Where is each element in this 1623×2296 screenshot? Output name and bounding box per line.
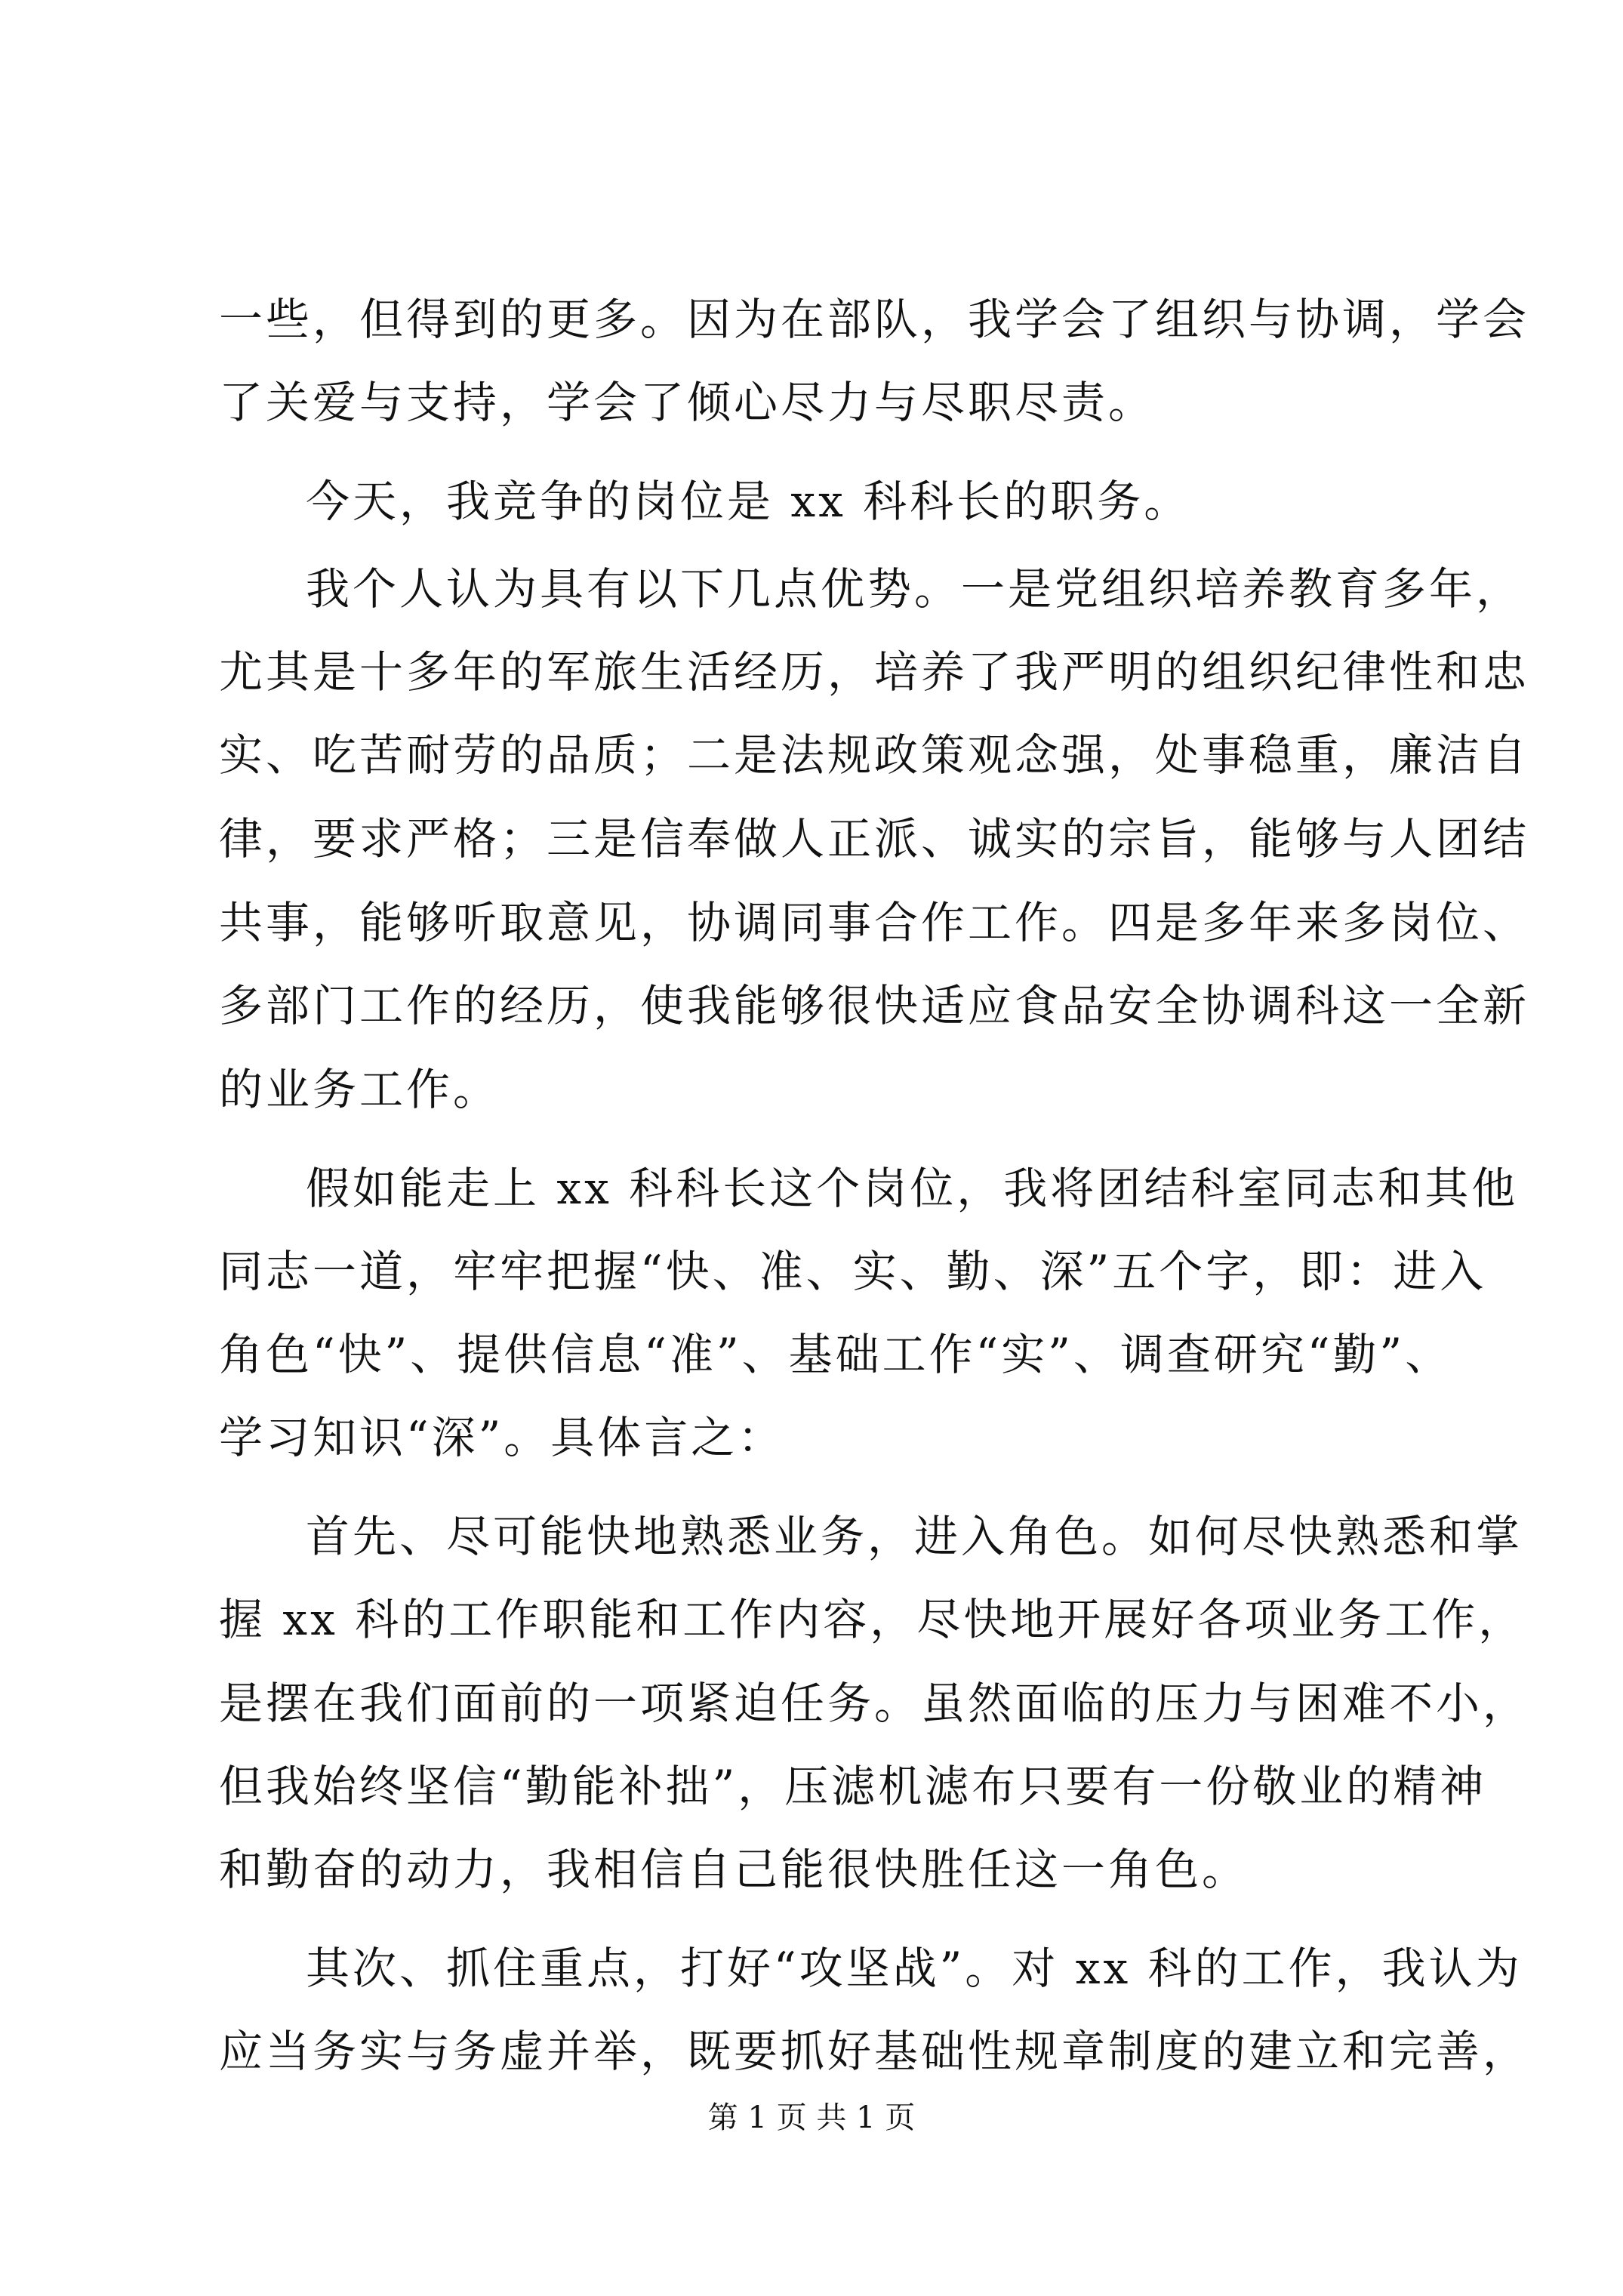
paragraph-line: 共事，能够听取意见，协调同事合作工作。四是多年来多岗位、 (219, 897, 1530, 948)
paragraph-line: 一些，但得到的更多。因为在部队，我学会了组织与协调，学会 (219, 294, 1530, 345)
paragraph-line: 了关爱与支持，学会了倾心尽力与尽职尽责。 (219, 377, 1156, 428)
paragraph-line: 握 xx 科的工作职能和工作内容，尽快地开展好各项业务工作， (219, 1594, 1526, 1645)
paragraph-line: 应当务实与务虚并举，既要抓好基础性规章制度的建立和完善， (219, 2026, 1530, 2077)
paragraph-line: 我个人认为具有以下几点优势。一是党组织培养教育多年， (306, 563, 1523, 615)
paragraph-line: 首先、尽可能快地熟悉业务，进入角色。如何尽快熟悉和掌 (306, 1511, 1523, 1562)
page-number-footer: 第 1 页 共 1 页 (707, 2100, 916, 2135)
paragraph-line: 律，要求严格；三是信奉做人正派、诚实的宗旨，能够与人团结 (219, 813, 1530, 864)
paragraph-line: 的业务工作。 (219, 1064, 500, 1115)
paragraph-line: 但我始终坚信“勤能补拙”，压滤机滤布只要有一份敬业的精神 (219, 1761, 1487, 1812)
paragraph-line: 尤其是十多年的军旅生活经历，培养了我严明的组织纪律性和忠 (219, 646, 1530, 698)
paragraph-line: 多部门工作的经历，使我能够很快适应食品安全协调科这一全新 (219, 980, 1530, 1031)
paragraph-line: 角色“快”、提供信息“准”、基础工作“实”、调查研究“勤”、 (219, 1329, 1452, 1380)
paragraph-line: 学习知识“深”。具体言之： (219, 1412, 785, 1463)
paragraph-line: 和勤奋的动力，我相信自己能很快胜任这一角色。 (219, 1844, 1249, 1895)
paragraph-line: 同志一道，牢牢把握“快、准、实、勤、深”五个字，即：进入 (219, 1246, 1487, 1297)
paragraph-line: 假如能走上 xx 科科长这个岗位，我将团结科室同志和其他 (306, 1163, 1519, 1214)
paragraph-line: 实、吃苦耐劳的品质；二是法规政策观念强，处事稳重，廉洁自 (219, 729, 1530, 781)
paragraph-line: 是摆在我们面前的一项紧迫任务。虽然面临的压力与困难不小， (219, 1678, 1530, 1729)
paragraph-line: 其次、抓住重点，打好“攻坚战”。对 xx 科的工作，我认为 (306, 1943, 1523, 1994)
paragraph-line: 今天，我竞争的岗位是 xx 科科长的职务。 (306, 476, 1191, 527)
